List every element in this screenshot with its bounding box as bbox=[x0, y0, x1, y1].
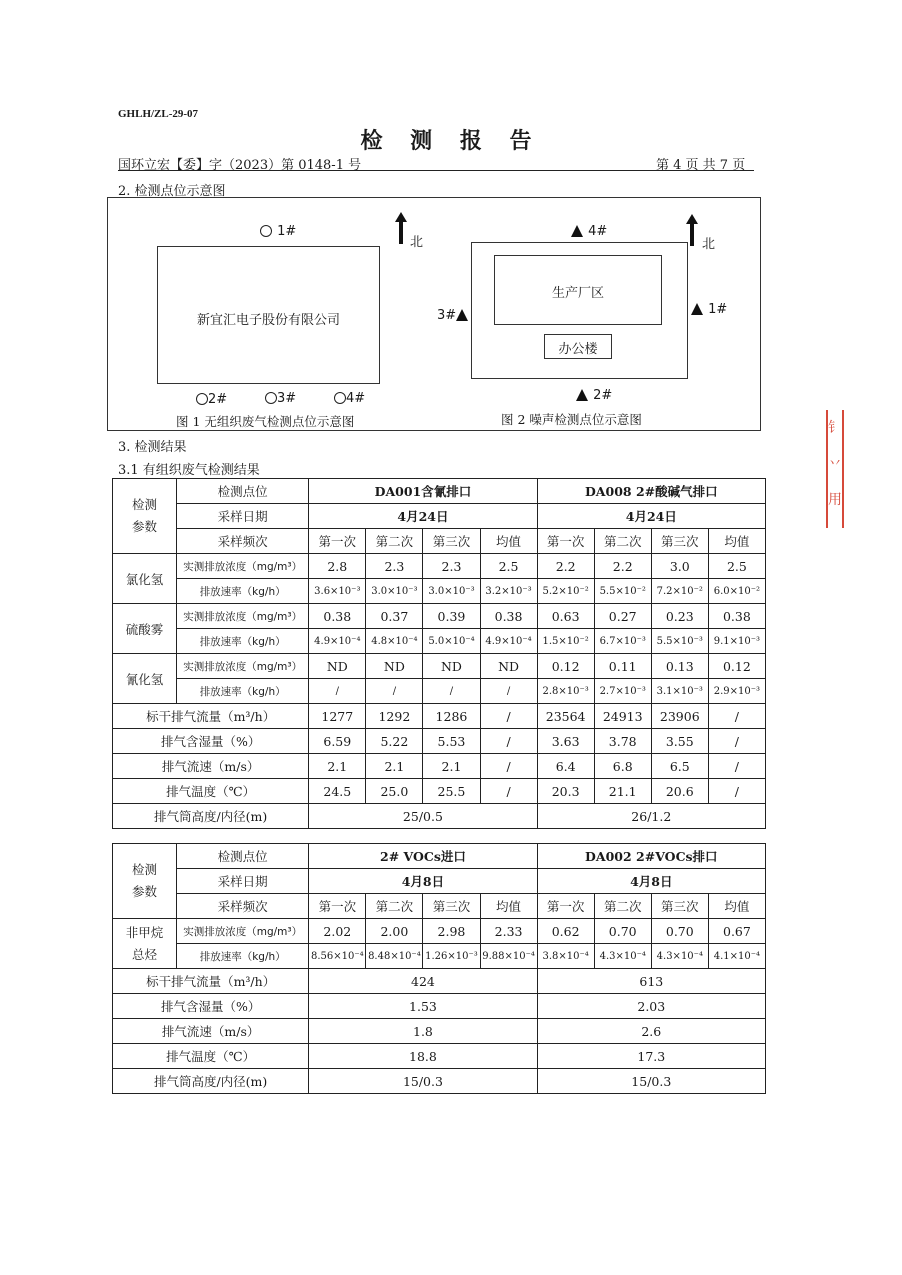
value-cell: 0.13 bbox=[651, 654, 708, 679]
header-rule bbox=[118, 170, 754, 171]
value-cell: 0.12 bbox=[537, 654, 594, 679]
fig2-point-3-label: 3# bbox=[437, 308, 457, 323]
triangle-marker-icon bbox=[691, 303, 703, 315]
value-cell: 3.2×10⁻³ bbox=[480, 579, 537, 604]
value-cell: 1286 bbox=[423, 704, 480, 729]
row-label: 排气流速（m/s） bbox=[113, 754, 309, 779]
date-header: 采样日期 bbox=[177, 504, 309, 529]
value-cell: 0.38 bbox=[309, 604, 366, 629]
value-cell: / bbox=[480, 754, 537, 779]
value-cell: 2.33 bbox=[480, 919, 537, 944]
value-cell: 0.37 bbox=[366, 604, 423, 629]
value-cell: / bbox=[366, 679, 423, 704]
row-label: 排气筒高度/内径(m) bbox=[113, 1069, 309, 1094]
value-cell: 2.2 bbox=[537, 554, 594, 579]
value-cell: 5.2×10⁻² bbox=[537, 579, 594, 604]
value-cell: 2.1 bbox=[366, 754, 423, 779]
value-cell: 7.2×10⁻² bbox=[651, 579, 708, 604]
fig2-point-2 bbox=[576, 384, 612, 403]
value-cell: 24.5 bbox=[309, 779, 366, 804]
value-cell: 4.9×10⁻⁴ bbox=[480, 629, 537, 654]
page-info: 第 4 页 共 7 页 bbox=[656, 158, 746, 173]
row-label: 排气含湿量（%） bbox=[113, 729, 309, 754]
value-cell: 613 bbox=[537, 969, 765, 994]
freq-cell: 均值 bbox=[480, 894, 537, 919]
value-cell: 6.7×10⁻³ bbox=[594, 629, 651, 654]
section-3-1-title: 3.1 有组织废气检测结果 bbox=[118, 463, 260, 478]
value-cell: 0.38 bbox=[480, 604, 537, 629]
value-cell: / bbox=[423, 679, 480, 704]
row-label: 排气流速（m/s） bbox=[113, 1019, 309, 1044]
value-cell: 2.9×10⁻³ bbox=[708, 679, 765, 704]
value-cell: 5.0×10⁻⁴ bbox=[423, 629, 480, 654]
value-cell: 0.23 bbox=[651, 604, 708, 629]
fig1-point-4-label: 4# bbox=[346, 391, 366, 406]
fig1-point-1 bbox=[260, 220, 296, 239]
triangle-marker-icon bbox=[456, 309, 468, 321]
fig2-point-2-label: 2# bbox=[593, 388, 613, 403]
value-cell: 4.3×10⁻⁴ bbox=[594, 944, 651, 969]
value-cell: 8.48×10⁻⁴ bbox=[366, 944, 423, 969]
site-a-date: 4月24日 bbox=[309, 504, 537, 529]
fig1-north-label: 北 bbox=[410, 235, 424, 250]
value-cell: 15/0.3 bbox=[309, 1069, 537, 1094]
value-cell: 2.5 bbox=[708, 554, 765, 579]
north-arrow-icon bbox=[686, 214, 698, 224]
value-cell: 0.39 bbox=[423, 604, 480, 629]
fig2-point-4-label: 4# bbox=[588, 224, 608, 239]
value-cell: 2.98 bbox=[423, 919, 480, 944]
site-b-date: 4月8日 bbox=[537, 869, 765, 894]
document-code: GHLH/ZL-29-07 bbox=[118, 108, 199, 120]
freq-cell: 均值 bbox=[480, 529, 537, 554]
param-name: 非甲烷 总烃 bbox=[113, 919, 177, 969]
fig1-point-3 bbox=[265, 387, 296, 406]
row-label: 标干排气流量（m³/h） bbox=[113, 704, 309, 729]
value-cell: 2.5 bbox=[480, 554, 537, 579]
value-cell: / bbox=[480, 779, 537, 804]
row-label: 标干排气流量（m³/h） bbox=[113, 969, 309, 994]
value-cell: 3.55 bbox=[651, 729, 708, 754]
freq-cell: 第二次 bbox=[594, 894, 651, 919]
rate-label: 排放速率（kg/h） bbox=[177, 579, 309, 604]
conc-label: 实测排放浓度（mg/m³） bbox=[177, 554, 309, 579]
value-cell: 0.11 bbox=[594, 654, 651, 679]
fig2-site-boundary bbox=[471, 242, 688, 379]
site-b-date: 4月24日 bbox=[537, 504, 765, 529]
value-cell: 3.78 bbox=[594, 729, 651, 754]
value-cell: 0.70 bbox=[594, 919, 651, 944]
arrow-shaft bbox=[399, 222, 403, 244]
value-cell: 20.3 bbox=[537, 779, 594, 804]
section-2-title: 2. 检测点位示意图 bbox=[118, 184, 226, 199]
fig1-point-2 bbox=[196, 388, 227, 407]
value-cell: 3.1×10⁻³ bbox=[651, 679, 708, 704]
point-header: 检测点位 bbox=[177, 844, 309, 869]
conc-label: 实测排放浓度（mg/m³） bbox=[177, 604, 309, 629]
value-cell: 6.4 bbox=[537, 754, 594, 779]
freq-cell: 第二次 bbox=[366, 529, 423, 554]
value-cell: 3.8×10⁻⁴ bbox=[537, 944, 594, 969]
fig2-caption: 图 2 噪声检测点位示意图 bbox=[501, 412, 642, 427]
value-cell: 2.8 bbox=[309, 554, 366, 579]
fig2-north-label: 北 bbox=[702, 237, 716, 252]
value-cell: 2.00 bbox=[366, 919, 423, 944]
value-cell: 6.5 bbox=[651, 754, 708, 779]
circle-marker-icon bbox=[334, 392, 346, 404]
diagram-frame bbox=[107, 197, 761, 431]
conc-label: 实测排放浓度（mg/m³） bbox=[177, 654, 309, 679]
value-cell: ND bbox=[309, 654, 366, 679]
value-cell: 0.38 bbox=[708, 604, 765, 629]
rate-label: 排放速率（kg/h） bbox=[177, 629, 309, 654]
seal-char: 用 bbox=[828, 492, 842, 508]
value-cell: 1.5×10⁻² bbox=[537, 629, 594, 654]
fig1-point-1-label: 1# bbox=[277, 224, 297, 239]
seal-char: 钅 bbox=[828, 420, 842, 436]
value-cell: 6.8 bbox=[594, 754, 651, 779]
circle-marker-icon bbox=[265, 392, 277, 404]
freq-cell: 均值 bbox=[708, 894, 765, 919]
value-cell: / bbox=[708, 779, 765, 804]
value-cell: 2.3 bbox=[366, 554, 423, 579]
fig1-caption: 图 1 无组织废气检测点位示意图 bbox=[176, 414, 355, 429]
organized-gas-table-1 bbox=[112, 478, 766, 829]
fig1-company-box bbox=[157, 246, 380, 384]
value-cell: 21.1 bbox=[594, 779, 651, 804]
param-header: 检测 参数 bbox=[113, 844, 177, 919]
organized-gas-table-2 bbox=[112, 843, 766, 1094]
value-cell: ND bbox=[480, 654, 537, 679]
value-cell: 4.3×10⁻⁴ bbox=[651, 944, 708, 969]
report-number: 国环立宏【委】字（2023）第 0148-1 号 bbox=[118, 158, 362, 173]
value-cell: 5.53 bbox=[423, 729, 480, 754]
value-cell: 17.3 bbox=[537, 1044, 765, 1069]
fig1-point-4 bbox=[334, 387, 365, 406]
fig2-factory-box bbox=[494, 255, 662, 325]
value-cell: 2.1 bbox=[423, 754, 480, 779]
freq-cell: 第一次 bbox=[309, 529, 366, 554]
value-cell: 1292 bbox=[366, 704, 423, 729]
value-cell: 2.03 bbox=[537, 994, 765, 1019]
value-cell: 2.8×10⁻³ bbox=[537, 679, 594, 704]
freq-header: 采样频次 bbox=[177, 894, 309, 919]
value-cell: 1.8 bbox=[309, 1019, 537, 1044]
value-cell: 0.67 bbox=[708, 919, 765, 944]
value-cell: 8.56×10⁻⁴ bbox=[309, 944, 366, 969]
circle-marker-icon bbox=[260, 225, 272, 237]
seal-char: 丷 bbox=[828, 456, 842, 472]
value-cell: 1.26×10⁻³ bbox=[423, 944, 480, 969]
value-cell: 4.9×10⁻⁴ bbox=[309, 629, 366, 654]
fig2-point-4 bbox=[571, 220, 607, 239]
param-name: 硫酸雾 bbox=[113, 604, 177, 654]
seal-stamp bbox=[826, 410, 844, 528]
stack-a-value: 25/0.5 bbox=[309, 804, 537, 829]
row-label: 排气温度（℃） bbox=[113, 1044, 309, 1069]
conc-label: 实测排放浓度（mg/m³） bbox=[177, 919, 309, 944]
fig2-point-1-label: 1# bbox=[708, 302, 728, 317]
value-cell: 2.02 bbox=[309, 919, 366, 944]
value-cell: 1277 bbox=[309, 704, 366, 729]
value-cell: 3.63 bbox=[537, 729, 594, 754]
freq-cell: 第三次 bbox=[423, 894, 480, 919]
value-cell: 20.6 bbox=[651, 779, 708, 804]
value-cell: 3.0 bbox=[651, 554, 708, 579]
rate-label: 排放速率（kg/h） bbox=[177, 944, 309, 969]
value-cell: 0.12 bbox=[708, 654, 765, 679]
value-cell: ND bbox=[366, 654, 423, 679]
value-cell: 3.6×10⁻³ bbox=[309, 579, 366, 604]
value-cell: 0.62 bbox=[537, 919, 594, 944]
value-cell: 2.6 bbox=[537, 1019, 765, 1044]
value-cell: 0.63 bbox=[537, 604, 594, 629]
freq-cell: 均值 bbox=[708, 529, 765, 554]
value-cell: 3.0×10⁻³ bbox=[366, 579, 423, 604]
circle-marker-icon bbox=[196, 393, 208, 405]
freq-cell: 第二次 bbox=[366, 894, 423, 919]
value-cell: ND bbox=[423, 654, 480, 679]
site-a-name: 2# VOCs进口 bbox=[309, 844, 537, 869]
fig2-factory-label: 生产厂区 bbox=[551, 286, 604, 301]
value-cell: / bbox=[480, 704, 537, 729]
fig2-point-1 bbox=[691, 298, 727, 317]
north-arrow-icon bbox=[395, 212, 407, 222]
value-cell: 6.0×10⁻² bbox=[708, 579, 765, 604]
value-cell: 1.53 bbox=[309, 994, 537, 1019]
param-header: 检测 参数 bbox=[113, 479, 177, 554]
value-cell: 4.8×10⁻⁴ bbox=[366, 629, 423, 654]
freq-cell: 第一次 bbox=[537, 894, 594, 919]
value-cell: 424 bbox=[309, 969, 537, 994]
freq-header: 采样频次 bbox=[177, 529, 309, 554]
value-cell: 0.70 bbox=[651, 919, 708, 944]
value-cell: 23564 bbox=[537, 704, 594, 729]
value-cell: 2.3 bbox=[423, 554, 480, 579]
value-cell: / bbox=[309, 679, 366, 704]
freq-cell: 第三次 bbox=[651, 529, 708, 554]
row-label: 排气温度（℃） bbox=[113, 779, 309, 804]
row-label: 排气含湿量（%） bbox=[113, 994, 309, 1019]
value-cell: / bbox=[480, 679, 537, 704]
value-cell: 3.0×10⁻³ bbox=[423, 579, 480, 604]
triangle-marker-icon bbox=[571, 225, 583, 237]
date-header: 采样日期 bbox=[177, 869, 309, 894]
freq-cell: 第三次 bbox=[651, 894, 708, 919]
row-label: 排气筒高度/内径(m) bbox=[113, 804, 309, 829]
param-name: 氰化氢 bbox=[113, 654, 177, 704]
point-header: 检测点位 bbox=[177, 479, 309, 504]
value-cell: 4.1×10⁻⁴ bbox=[708, 944, 765, 969]
value-cell: 5.5×10⁻² bbox=[594, 579, 651, 604]
site-a-name: DA001含氰排口 bbox=[309, 479, 537, 504]
arrow-shaft bbox=[690, 224, 694, 246]
fig2-point-3 bbox=[437, 304, 468, 323]
site-b-name: DA002 2#VOCs排口 bbox=[537, 844, 765, 869]
page-title: 检 测 报 告 bbox=[360, 128, 542, 154]
fig1-point-2-label: 2# bbox=[208, 392, 228, 407]
rate-label: 排放速率（kg/h） bbox=[177, 679, 309, 704]
value-cell: / bbox=[708, 754, 765, 779]
stack-b-value: 26/1.2 bbox=[537, 804, 765, 829]
triangle-marker-icon bbox=[576, 389, 588, 401]
value-cell: / bbox=[480, 729, 537, 754]
freq-cell: 第一次 bbox=[537, 529, 594, 554]
value-cell: 2.2 bbox=[594, 554, 651, 579]
value-cell: / bbox=[708, 704, 765, 729]
freq-cell: 第二次 bbox=[594, 529, 651, 554]
fig1-north-arrow bbox=[399, 212, 403, 244]
fig2-office-box bbox=[544, 334, 612, 359]
fig1-point-3-label: 3# bbox=[277, 391, 297, 406]
value-cell: 25.5 bbox=[423, 779, 480, 804]
site-b-name: DA008 2#酸碱气排口 bbox=[537, 479, 765, 504]
fig2-north-arrow bbox=[690, 214, 694, 246]
value-cell: 25.0 bbox=[366, 779, 423, 804]
value-cell: 9.88×10⁻⁴ bbox=[480, 944, 537, 969]
value-cell: 5.22 bbox=[366, 729, 423, 754]
value-cell: 18.8 bbox=[309, 1044, 537, 1069]
param-name: 氯化氢 bbox=[113, 554, 177, 604]
value-cell: 24913 bbox=[594, 704, 651, 729]
value-cell: 6.59 bbox=[309, 729, 366, 754]
freq-cell: 第三次 bbox=[423, 529, 480, 554]
value-cell: 15/0.3 bbox=[537, 1069, 765, 1094]
value-cell: 2.7×10⁻³ bbox=[594, 679, 651, 704]
value-cell: 23906 bbox=[651, 704, 708, 729]
value-cell: 5.5×10⁻³ bbox=[651, 629, 708, 654]
fig2-office-label: 办公楼 bbox=[558, 342, 598, 357]
fig1-company-name: 新宜汇电子股份有限公司 bbox=[196, 313, 340, 328]
value-cell: 2.1 bbox=[309, 754, 366, 779]
site-a-date: 4月8日 bbox=[309, 869, 537, 894]
value-cell: 0.27 bbox=[594, 604, 651, 629]
value-cell: / bbox=[708, 729, 765, 754]
section-3-title: 3. 检测结果 bbox=[118, 440, 187, 455]
value-cell: 9.1×10⁻³ bbox=[708, 629, 765, 654]
freq-cell: 第一次 bbox=[309, 894, 366, 919]
